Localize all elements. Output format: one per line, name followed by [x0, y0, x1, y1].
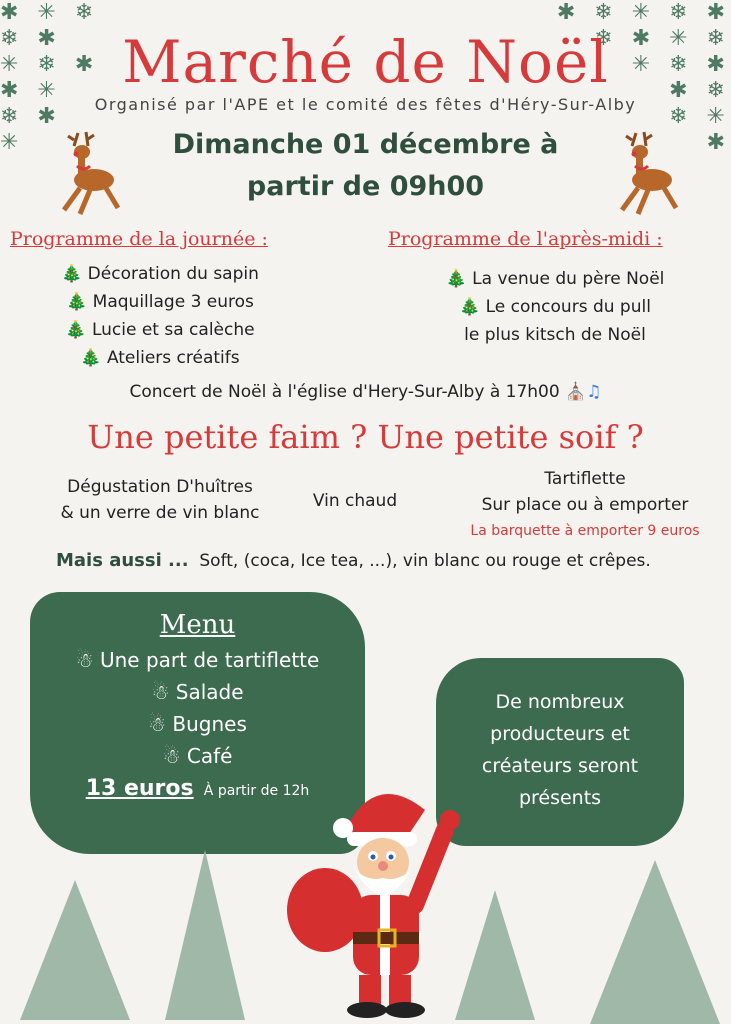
snowflake-icon: ✱ ✳ ❄ ❄ ✱ ✳ ❄ ✱ ✱ ✳ ❄ ✱ ✳ — [0, 0, 100, 155]
menu-time: À partir de 12h — [203, 783, 310, 799]
food-tartiflette: Tartiflette Sur place ou à emporter La barquette à emporter 9 euros — [470, 469, 700, 539]
tree-icon: 🎄 — [66, 292, 88, 312]
programme-apres-midi-list — [410, 265, 700, 349]
list-item: 🎄 Ateliers créatifs — [80, 348, 240, 368]
faim-title: Une petite faim ? Une petite soif ? — [87, 418, 644, 456]
music-icon: ♫ — [586, 382, 602, 402]
list-item: 🎄 Le concours du pull — [459, 297, 651, 317]
list-item: le plus kitsch de Noël — [464, 325, 646, 345]
reindeer-icon — [608, 128, 683, 218]
food-vin-chaud: Vin chaud — [312, 491, 398, 511]
tree-icon: 🎄 — [445, 269, 467, 289]
page-title: Marché de Noël — [122, 28, 609, 96]
producteurs-box: De nombreux producteurs et créateurs seront présents — [436, 658, 684, 846]
menu-item: ☃ Café — [162, 744, 233, 768]
food-huitres: Dégustation D'huîtres & un verre de vin blanc — [60, 477, 260, 523]
snowman-icon: ☃ — [148, 712, 167, 736]
tree-icon — [590, 860, 720, 1024]
list-item: 🎄 Décoration du sapin — [61, 264, 259, 284]
tree-icon: 🎄 — [65, 320, 87, 340]
menu-price: 13 euros — [85, 776, 194, 801]
santa-icon — [285, 770, 475, 1020]
menu-item: ☃ Salade — [151, 680, 244, 704]
list-item: 🎄 Lucie et sa calèche — [65, 320, 255, 340]
event-date — [140, 124, 591, 208]
snowman-icon: ☃ — [75, 648, 94, 672]
tree-icon: 🎄 — [80, 348, 102, 368]
programme-apres-midi-title: Programme de l'après-midi : — [388, 228, 663, 250]
list-item: 🎄 La venue du père Noël — [445, 269, 665, 289]
tree-icon — [165, 850, 245, 1020]
aussi-line: Mais aussi ... Soft, (coca, Ice tea, ...), vin blanc ou rouge et crêpes. — [56, 550, 651, 571]
menu-item: ☃ Une part de tartiflette — [75, 648, 320, 672]
tree-icon: 🎄 — [459, 297, 481, 317]
tree-icon — [20, 880, 130, 1020]
menu-title: Menu — [159, 610, 236, 640]
snowman-icon: ☃ — [162, 744, 181, 768]
menu-item: ☃ Bugnes — [148, 712, 247, 736]
tree-icon: 🎄 — [61, 264, 83, 284]
church-icon: ⛪ — [565, 382, 587, 402]
snowman-icon: ☃ — [151, 680, 170, 704]
programme-journee-title: Programme de la journée : — [10, 228, 268, 250]
date-line: partir de 09h00 — [246, 171, 485, 202]
subtitle: Organisé par l'APE et le comité des fêtes d'Héry-Sur-Alby — [94, 95, 637, 114]
snowflake-icon: ✱ ❄ ✳ ❄ ✱ ❄ ✱ ✳ ❄ ✳ ❄ ✱ ✱ ❄ ❄ ✳ ✱ — [556, 0, 731, 155]
date-line: Dimanche 01 décembre à — [172, 129, 559, 160]
programme-journee-list — [20, 260, 300, 372]
concert-line: Concert de Noël à l'église d'Hery-Sur-Alby à 17h00 ⛪♫ — [129, 382, 602, 402]
reindeer-icon — [50, 128, 125, 218]
list-item: 🎄 Maquillage 3 euros — [66, 292, 254, 312]
